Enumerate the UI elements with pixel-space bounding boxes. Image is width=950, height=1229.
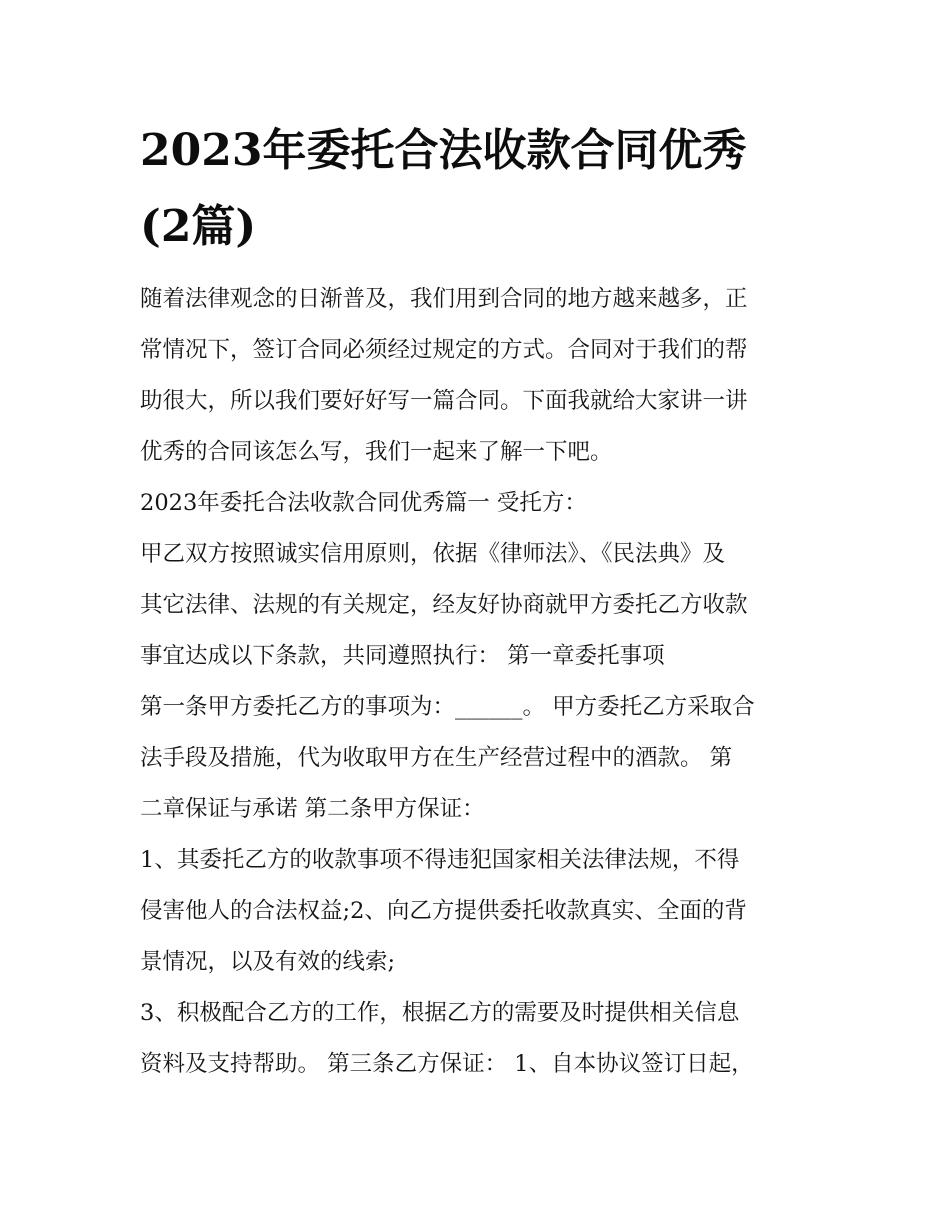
paragraph-line: 常情况下，签订合同必须经过规定的方式。合同对于我们的帮 <box>140 337 748 363</box>
paragraph-line: 侵害他人的合法权益;2、向乙方提供委托收款真实、全面的背 <box>140 898 747 924</box>
paragraph-line: 助很大，所以我们要好好写一篇合同。下面我就给大家讲一讲 <box>140 388 748 414</box>
paragraph-line: 事宜达成以下条款，共同遵照执行： 第一章委托事项 <box>140 643 665 669</box>
document-body <box>140 274 830 1090</box>
paragraph-line: 优秀的合同该怎么写，我们一起来了解一下吧。 <box>140 439 613 465</box>
section-heading-line: 2023年委托合法收款合同优秀篇一 受托方： <box>140 490 587 516</box>
paragraph-line: 法手段及措施，代为收取甲方在生产经营过程中的酒款。 第 <box>140 745 733 771</box>
paragraph-line: 其它法律、法规的有关规定，经友好协商就甲方委托乙方收款 <box>140 592 748 618</box>
title-line: 2023年委托合法收款合同优秀 <box>140 125 747 176</box>
document-title <box>140 113 820 265</box>
paragraph-line: 资料及支持帮助。 第三条乙方保证： 1、自本协议签订日起， <box>140 1051 754 1077</box>
paragraph-line: 甲乙双方按照诚实信用原则，依据《律师法》、《民法典》及 <box>140 541 726 567</box>
paragraph-line: 3、积极配合乙方的工作，根据乙方的需要及时提供相关信息 <box>140 1000 740 1026</box>
title-line: (2篇) <box>140 201 257 252</box>
paragraph-line: 随着法律观念的日渐普及，我们用到合同的地方越来越多，正 <box>140 286 748 312</box>
paragraph-line: 1、其委托乙方的收款事项不得违犯国家相关法律法规，不得 <box>140 847 740 873</box>
paragraph-line: 景情况，以及有效的线索; <box>140 949 396 975</box>
paragraph-line: 二章保证与承诺 第二条甲方保证： <box>140 796 485 822</box>
paragraph-line: 第一条甲方委托乙方的事项为：______。 甲方委托乙方采取合 <box>140 694 755 720</box>
